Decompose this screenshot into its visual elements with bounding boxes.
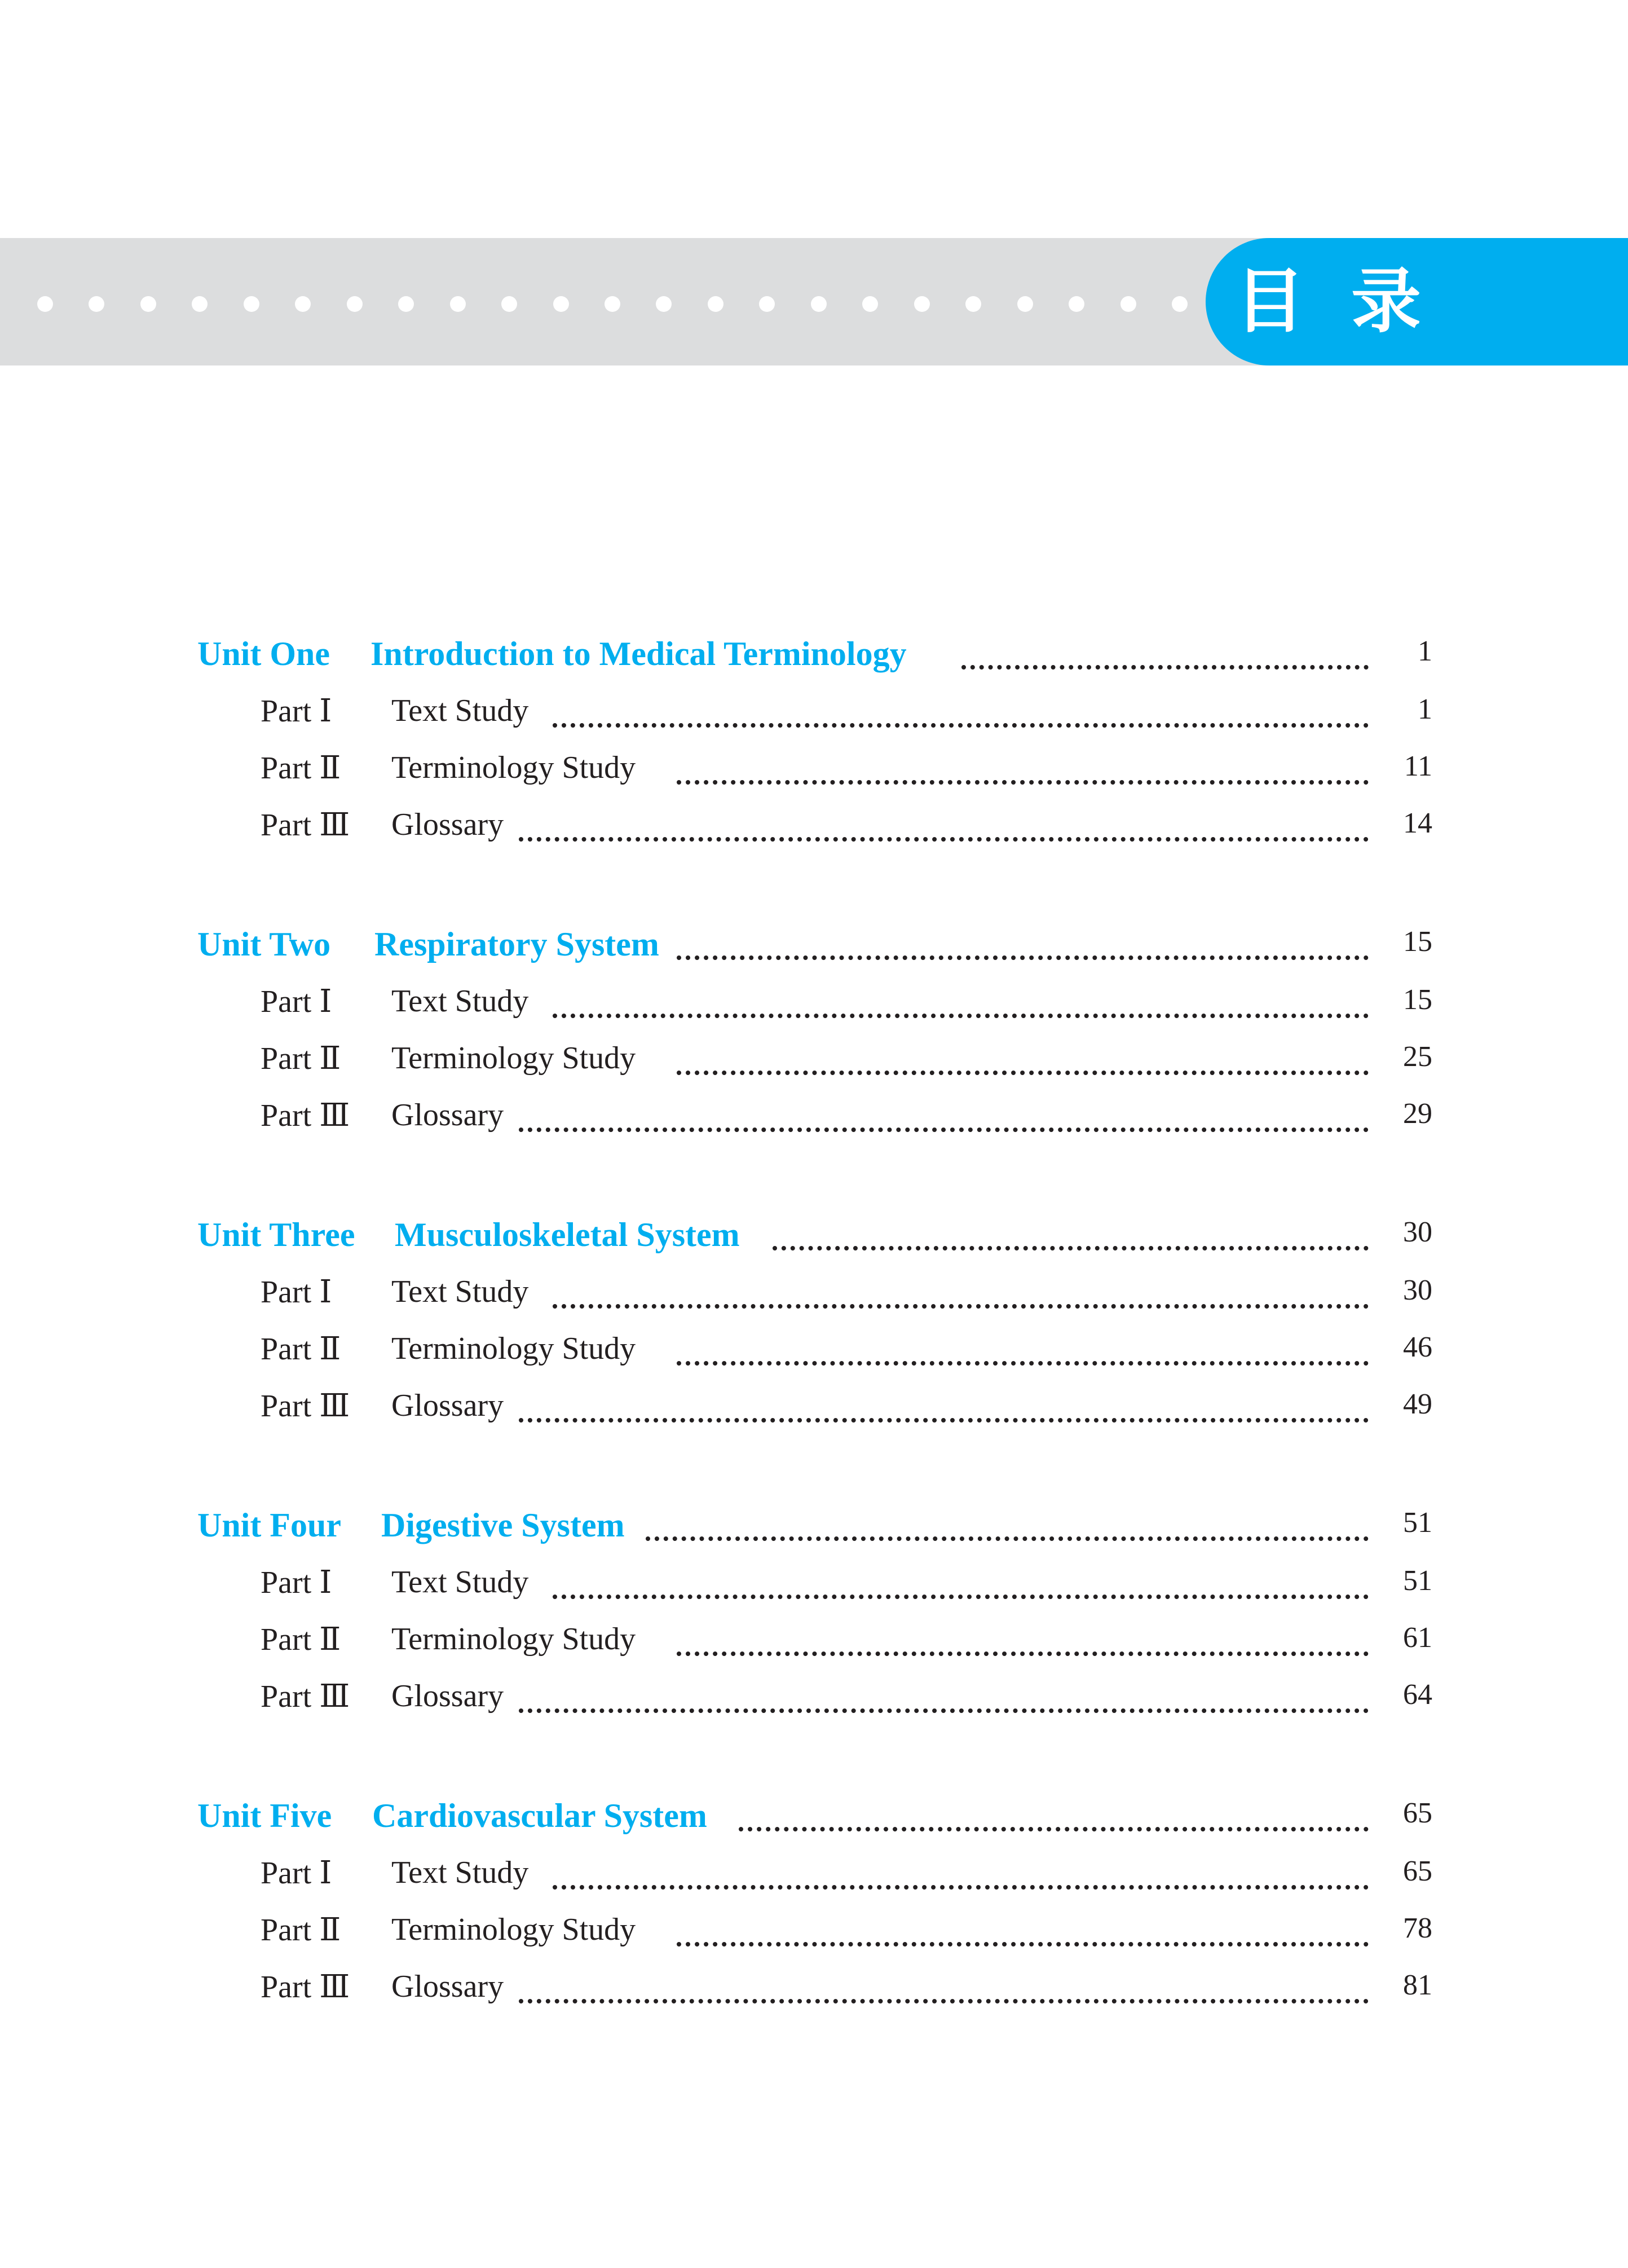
- header-dot: [553, 296, 569, 312]
- page-number: 11: [1404, 750, 1432, 782]
- dot-leader: [677, 1942, 1369, 1946]
- header-dot: [89, 296, 104, 312]
- part-label: Part Ⅲ: [261, 1098, 350, 1133]
- part-label: Part Ⅱ: [261, 1041, 341, 1076]
- unit-title: Digestive System: [381, 1507, 625, 1544]
- part-title: Glossary: [391, 1098, 504, 1133]
- dot-leader: [553, 1304, 1369, 1309]
- dot-leader: [677, 955, 1369, 960]
- dot-leader: [553, 1014, 1369, 1018]
- unit-label: Unit Two: [197, 926, 331, 963]
- part-label: Part Ⅰ: [261, 984, 332, 1019]
- page-number: 25: [1403, 1041, 1432, 1073]
- page-number: 78: [1403, 1912, 1432, 1944]
- dot-leader: [739, 1827, 1369, 1831]
- part-title: Terminology Study: [391, 750, 636, 785]
- toc-part-row[interactable]: [0, 1912, 1628, 1957]
- toc-part-row[interactable]: [0, 1040, 1628, 1085]
- toc-part-row[interactable]: [0, 1564, 1628, 1609]
- toc-part-row[interactable]: [0, 1678, 1628, 1723]
- header-dot: [450, 296, 466, 312]
- page-number: 30: [1403, 1216, 1432, 1248]
- part-title: Glossary: [391, 807, 504, 842]
- header-dot: [192, 296, 208, 312]
- part-label: Part Ⅲ: [261, 1679, 350, 1714]
- part-label: Part Ⅰ: [261, 1565, 332, 1600]
- dot-leader: [646, 1536, 1369, 1541]
- page-number: 15: [1403, 984, 1432, 1016]
- part-title: Terminology Study: [391, 1912, 636, 1947]
- part-title: Text Study: [391, 1274, 529, 1309]
- page-number: 46: [1403, 1331, 1432, 1363]
- page-number: 51: [1403, 1507, 1432, 1539]
- page-title-char-2: 录: [1351, 261, 1422, 342]
- toc-part-row[interactable]: [0, 983, 1628, 1028]
- part-label: Part Ⅲ: [261, 808, 350, 843]
- unit-label: Unit Four: [197, 1507, 341, 1544]
- part-label: Part Ⅱ: [261, 1622, 341, 1657]
- dot-leader: [519, 1128, 1369, 1132]
- part-title: Text Study: [391, 1855, 529, 1890]
- page-title: [1235, 248, 1421, 355]
- toc-unit-row[interactable]: [0, 925, 1628, 970]
- header-dot: [295, 296, 311, 312]
- unit-title: Musculoskeletal System: [395, 1216, 740, 1253]
- page-number: 61: [1403, 1622, 1432, 1654]
- toc-part-row[interactable]: [0, 1331, 1628, 1376]
- toc-part-row[interactable]: [0, 693, 1628, 738]
- dot-leader: [553, 723, 1369, 728]
- dot-leader: [677, 1652, 1369, 1656]
- toc-part-row[interactable]: [0, 1097, 1628, 1142]
- dot-leader: [553, 1885, 1369, 1890]
- part-label: Part Ⅲ: [261, 1389, 350, 1424]
- toc-part-row[interactable]: [0, 750, 1628, 795]
- part-title: Terminology Study: [391, 1331, 636, 1366]
- part-label: Part Ⅰ: [261, 694, 332, 729]
- unit-title: Cardiovascular System: [372, 1797, 707, 1834]
- dot-leader: [773, 1246, 1369, 1250]
- header-dot: [965, 296, 981, 312]
- header-dot: [862, 296, 878, 312]
- header-dot: [914, 296, 930, 312]
- part-label: Part Ⅱ: [261, 751, 341, 786]
- page-number: 1: [1418, 635, 1432, 667]
- unit-label: Unit One: [197, 635, 330, 672]
- page-number: 29: [1403, 1098, 1432, 1130]
- header-dot: [811, 296, 827, 312]
- header-dot: [37, 296, 53, 312]
- toc-unit-row[interactable]: [0, 635, 1628, 680]
- toc-unit-row[interactable]: [0, 1506, 1628, 1551]
- header-dot: [1017, 296, 1033, 312]
- page-number: 64: [1403, 1679, 1432, 1711]
- part-label: Part Ⅰ: [261, 1275, 332, 1310]
- dot-leader: [677, 780, 1369, 785]
- unit-title: Respiratory System: [374, 926, 659, 963]
- page-number: 65: [1403, 1797, 1432, 1829]
- header-dot: [656, 296, 672, 312]
- dot-leader: [677, 1071, 1369, 1075]
- part-title: Glossary: [391, 1388, 504, 1423]
- header-dot: [398, 296, 414, 312]
- part-title: Glossary: [391, 1679, 504, 1714]
- part-title: Text Study: [391, 693, 529, 728]
- toc-unit-row[interactable]: [0, 1796, 1628, 1842]
- page-number: 30: [1403, 1274, 1432, 1306]
- part-label: Part Ⅲ: [261, 1970, 350, 2005]
- header-dot-row: [37, 296, 1188, 312]
- dot-leader: [677, 1361, 1369, 1366]
- header-dot: [605, 296, 620, 312]
- unit-label: Unit Five: [197, 1797, 332, 1834]
- toc-part-row[interactable]: [0, 807, 1628, 852]
- toc-part-row[interactable]: [0, 1388, 1628, 1433]
- dot-leader: [519, 1418, 1369, 1423]
- header-dot: [347, 296, 363, 312]
- page-number: 51: [1403, 1565, 1432, 1597]
- page-number: 49: [1403, 1388, 1432, 1420]
- header-dot: [1120, 296, 1136, 312]
- header-dot: [501, 296, 517, 312]
- page-title-char-1: 目: [1235, 261, 1305, 342]
- toc-part-row[interactable]: [0, 1968, 1628, 2014]
- header-dot: [1172, 296, 1188, 312]
- part-label: Part Ⅰ: [261, 1856, 332, 1891]
- toc-part-row[interactable]: [0, 1855, 1628, 1900]
- toc-unit-row[interactable]: [0, 1216, 1628, 1261]
- dot-leader: [519, 837, 1369, 842]
- page-number: 81: [1403, 1969, 1432, 2001]
- part-title: Terminology Study: [391, 1622, 636, 1657]
- part-title: Glossary: [391, 1969, 504, 2004]
- toc-part-row[interactable]: [0, 1621, 1628, 1666]
- dot-leader: [961, 665, 1369, 670]
- header-dot: [708, 296, 723, 312]
- header-dot: [244, 296, 259, 312]
- toc-part-row[interactable]: [0, 1274, 1628, 1319]
- part-title: Text Study: [391, 984, 529, 1019]
- header-dot: [140, 296, 156, 312]
- unit-label: Unit Three: [197, 1216, 355, 1253]
- header-dot: [1069, 296, 1084, 312]
- part-label: Part Ⅱ: [261, 1913, 341, 1948]
- page-number: 14: [1403, 807, 1432, 839]
- part-title: Text Study: [391, 1565, 529, 1600]
- part-label: Part Ⅱ: [261, 1332, 341, 1367]
- dot-leader: [519, 1708, 1369, 1713]
- part-title: Terminology Study: [391, 1041, 636, 1076]
- page-number: 65: [1403, 1855, 1432, 1887]
- dot-leader: [553, 1595, 1369, 1599]
- unit-title: Introduction to Medical Terminology: [370, 635, 907, 672]
- header-dot: [759, 296, 775, 312]
- page-number: 1: [1418, 693, 1432, 725]
- page-number: 15: [1403, 926, 1432, 958]
- dot-leader: [519, 1999, 1369, 2003]
